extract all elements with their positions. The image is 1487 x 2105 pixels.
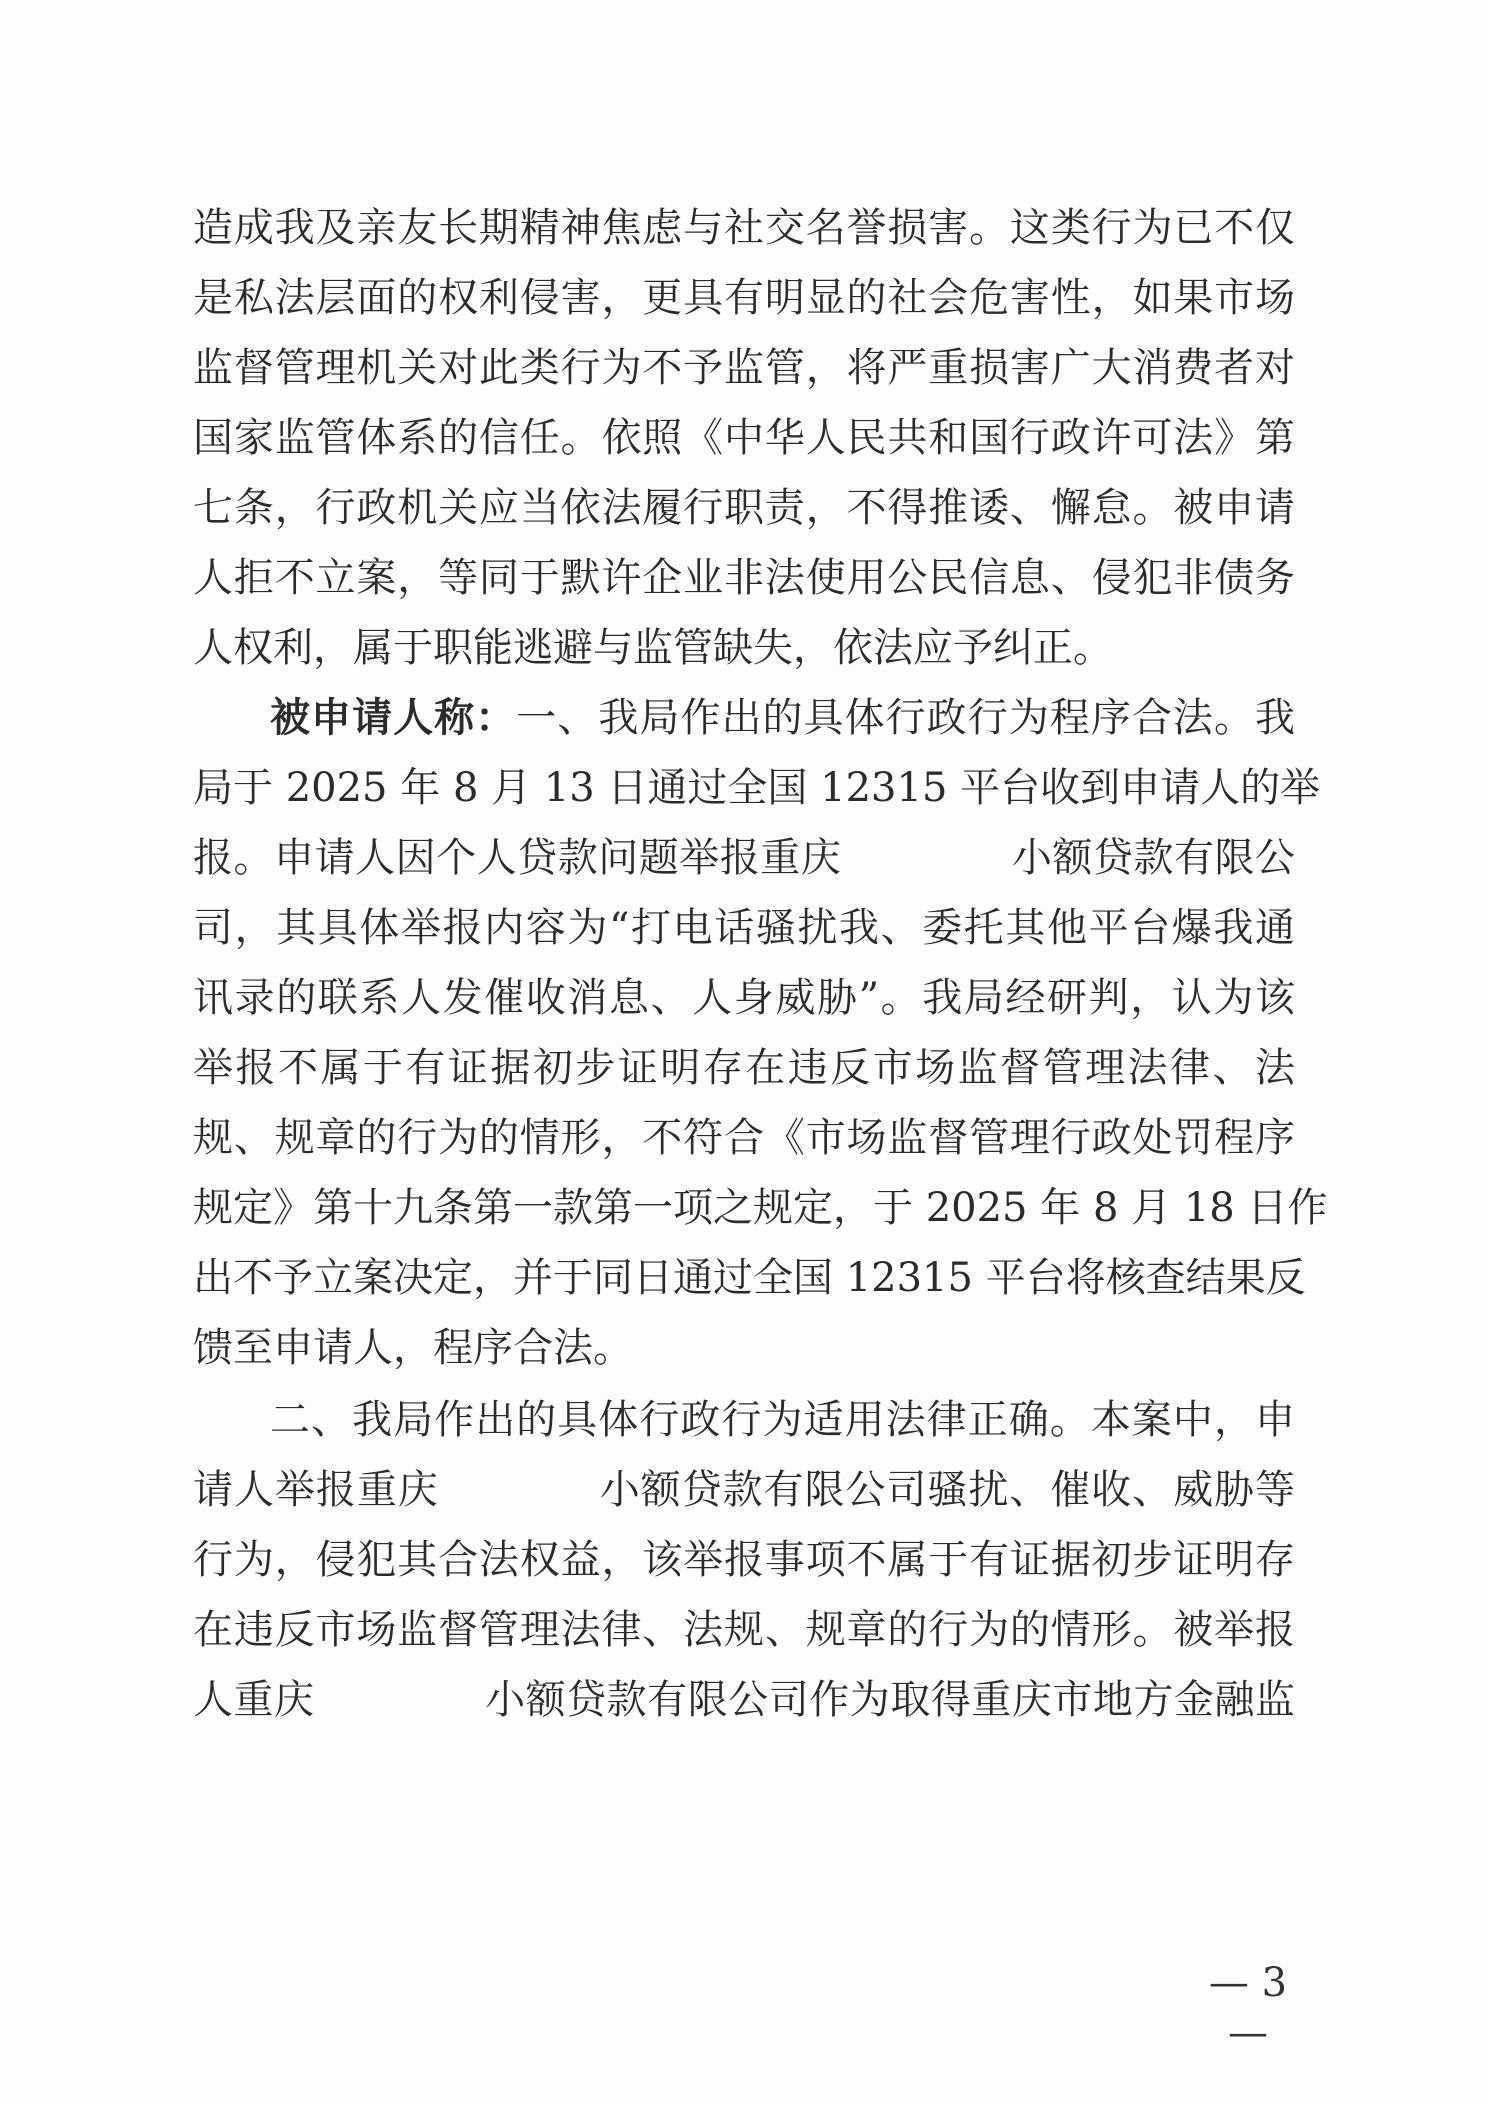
text-line [270, 682, 1295, 754]
text-line [193, 1454, 1295, 1526]
respondent-label: 被申请人称： [270, 694, 517, 741]
text-line: 局于 2025 年 8 月 13 日通过全国 12315 平台收到申请人的举 [193, 765, 1321, 811]
text-line: 人拒不立案，等同于默许企业非法使用公民信息、侵犯非债务 [193, 555, 1295, 601]
text-line: 馈至申请人，程序合法。 [193, 1325, 633, 1371]
text-line: 国家监管体系的信任。依照《中华人民共和国行政许可法》第 [193, 415, 1295, 461]
text-segment: 小额贷款有限公 [1011, 835, 1296, 881]
page-number: — 3 — [1208, 1960, 1288, 2056]
text-segment: 报。申请人因个人贷款问题举报重庆 [193, 835, 842, 881]
text-line: 在违反市场监督管理法律、法规、规章的行为的情形。被举报 [193, 1607, 1295, 1653]
text-segment: 人重庆 [193, 1677, 315, 1723]
text-line: 监督管理机关对此类行为不予监管，将严重损害广大消费者对 [193, 345, 1295, 391]
text-line: 行为，侵犯其合法权益，该举报事项不属于有证据初步证明存 [193, 1537, 1295, 1583]
text-line: 七条，行政机关应当依法履行职责，不得推诿、懈怠。被申请 [193, 485, 1295, 531]
text-line: 是私法层面的权利侵害，更具有明显的社会危害性，如果市场 [193, 275, 1295, 321]
text-line [193, 822, 1295, 894]
text-line: 讯录的联系人发催收消息、人身威胁”。我局经研判，认为该 [193, 975, 1295, 1021]
text-line: 规定》第十九条第一款第一项之规定，于 2025 年 8 月 18 日作 [193, 1185, 1328, 1231]
text-segment: 请人举报重庆 [193, 1467, 439, 1513]
text-segment: 一、我局作出的具体行政行为程序合法。我 [516, 695, 1295, 741]
text-line [193, 1664, 1295, 1736]
text-line: 出不予立案决定，并于同日通过全国 12315 平台将核查结果反 [193, 1255, 1306, 1301]
text-line: 二、我局作出的具体行政行为适用法律正确。本案中，申 [270, 1397, 1295, 1443]
text-line: 造成我及亲友长期精神焦虑与社交名誉损害。这类行为已不仅 [193, 205, 1295, 251]
text-line: 规、规章的行为的情形，不符合《市场监督管理行政处罚程序 [193, 1115, 1295, 1161]
text-line: 举报不属于有证据初步证明存在违反市场监督管理法律、法 [193, 1045, 1295, 1091]
text-segment: 小额贷款有限公司作为取得重庆市地方金融监 [484, 1677, 1296, 1723]
text-line: 司，其具体举报内容为“打电话骚扰我、委托其他平台爆我通 [193, 905, 1295, 951]
text-segment: 小额贷款有限公司骚扰、催收、威胁等 [598, 1467, 1296, 1513]
text-line: 人权利，属于职能逃避与监管缺失，依法应予纠正。 [193, 625, 1113, 671]
